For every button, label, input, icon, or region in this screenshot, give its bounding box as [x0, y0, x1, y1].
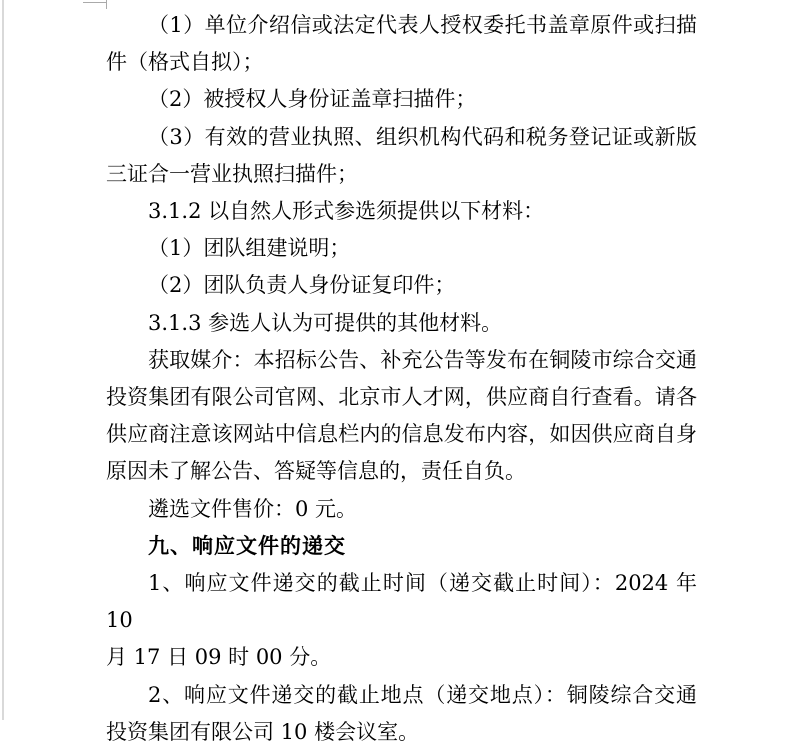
document-line: （2）被授权人身份证盖章扫描件； [148, 87, 477, 112]
document-line: 供应商注意该网站中信息栏内的信息发布内容，如因供应商自身 [106, 422, 697, 447]
document-line: （3）有效的营业执照、组织机构代码和税务登记证或新版 [148, 124, 697, 149]
document-line: 2、响应文件递交的截止地点（递交地点）：铜陵综合交通 [148, 682, 697, 707]
document-line: 九、响应文件的递交 [148, 533, 346, 558]
document-line: 1、响应文件递交的截止时间（递交截止时间）：2024 年 10 [106, 571, 697, 633]
document-line: 3.1.3 参选人认为可提供的其他材料。 [148, 310, 503, 335]
document-line: 3.1.2 以自然人形式参选须提供以下材料： [148, 199, 545, 224]
document-line: 件（格式自拟）； [106, 50, 264, 75]
document-line: 投资集团有限公司 10 楼会议室。 [106, 719, 420, 744]
document-line: 遴选文件售价：0 元。 [148, 496, 358, 521]
document-line: （2）团队负责人身份证复印件； [148, 273, 456, 298]
page-left-edge-line [2, 0, 4, 720]
document-text-area[interactable] [106, 7, 697, 751]
document-line: 原因未了解公告、答疑等信息的，责任自负。 [106, 459, 526, 484]
document-line: （1）团队组建说明； [148, 236, 351, 261]
document-line: （1）单位介绍信或法定代表人授权委托书盖章原件或扫描 [148, 13, 697, 37]
text-boundary-crop-mark-horizontal [83, 2, 107, 3]
document-line: 月 17 日 09 时 00 分。 [106, 645, 332, 670]
document-line: 获取媒介：本招标公告、补充公告等发布在铜陵市综合交通 [148, 347, 697, 372]
document-line: 三证合一营业执照扫描件； [106, 161, 358, 186]
document-line: 投资集团有限公司官网、北京市人才网，供应商自行查看。请各 [106, 385, 697, 410]
